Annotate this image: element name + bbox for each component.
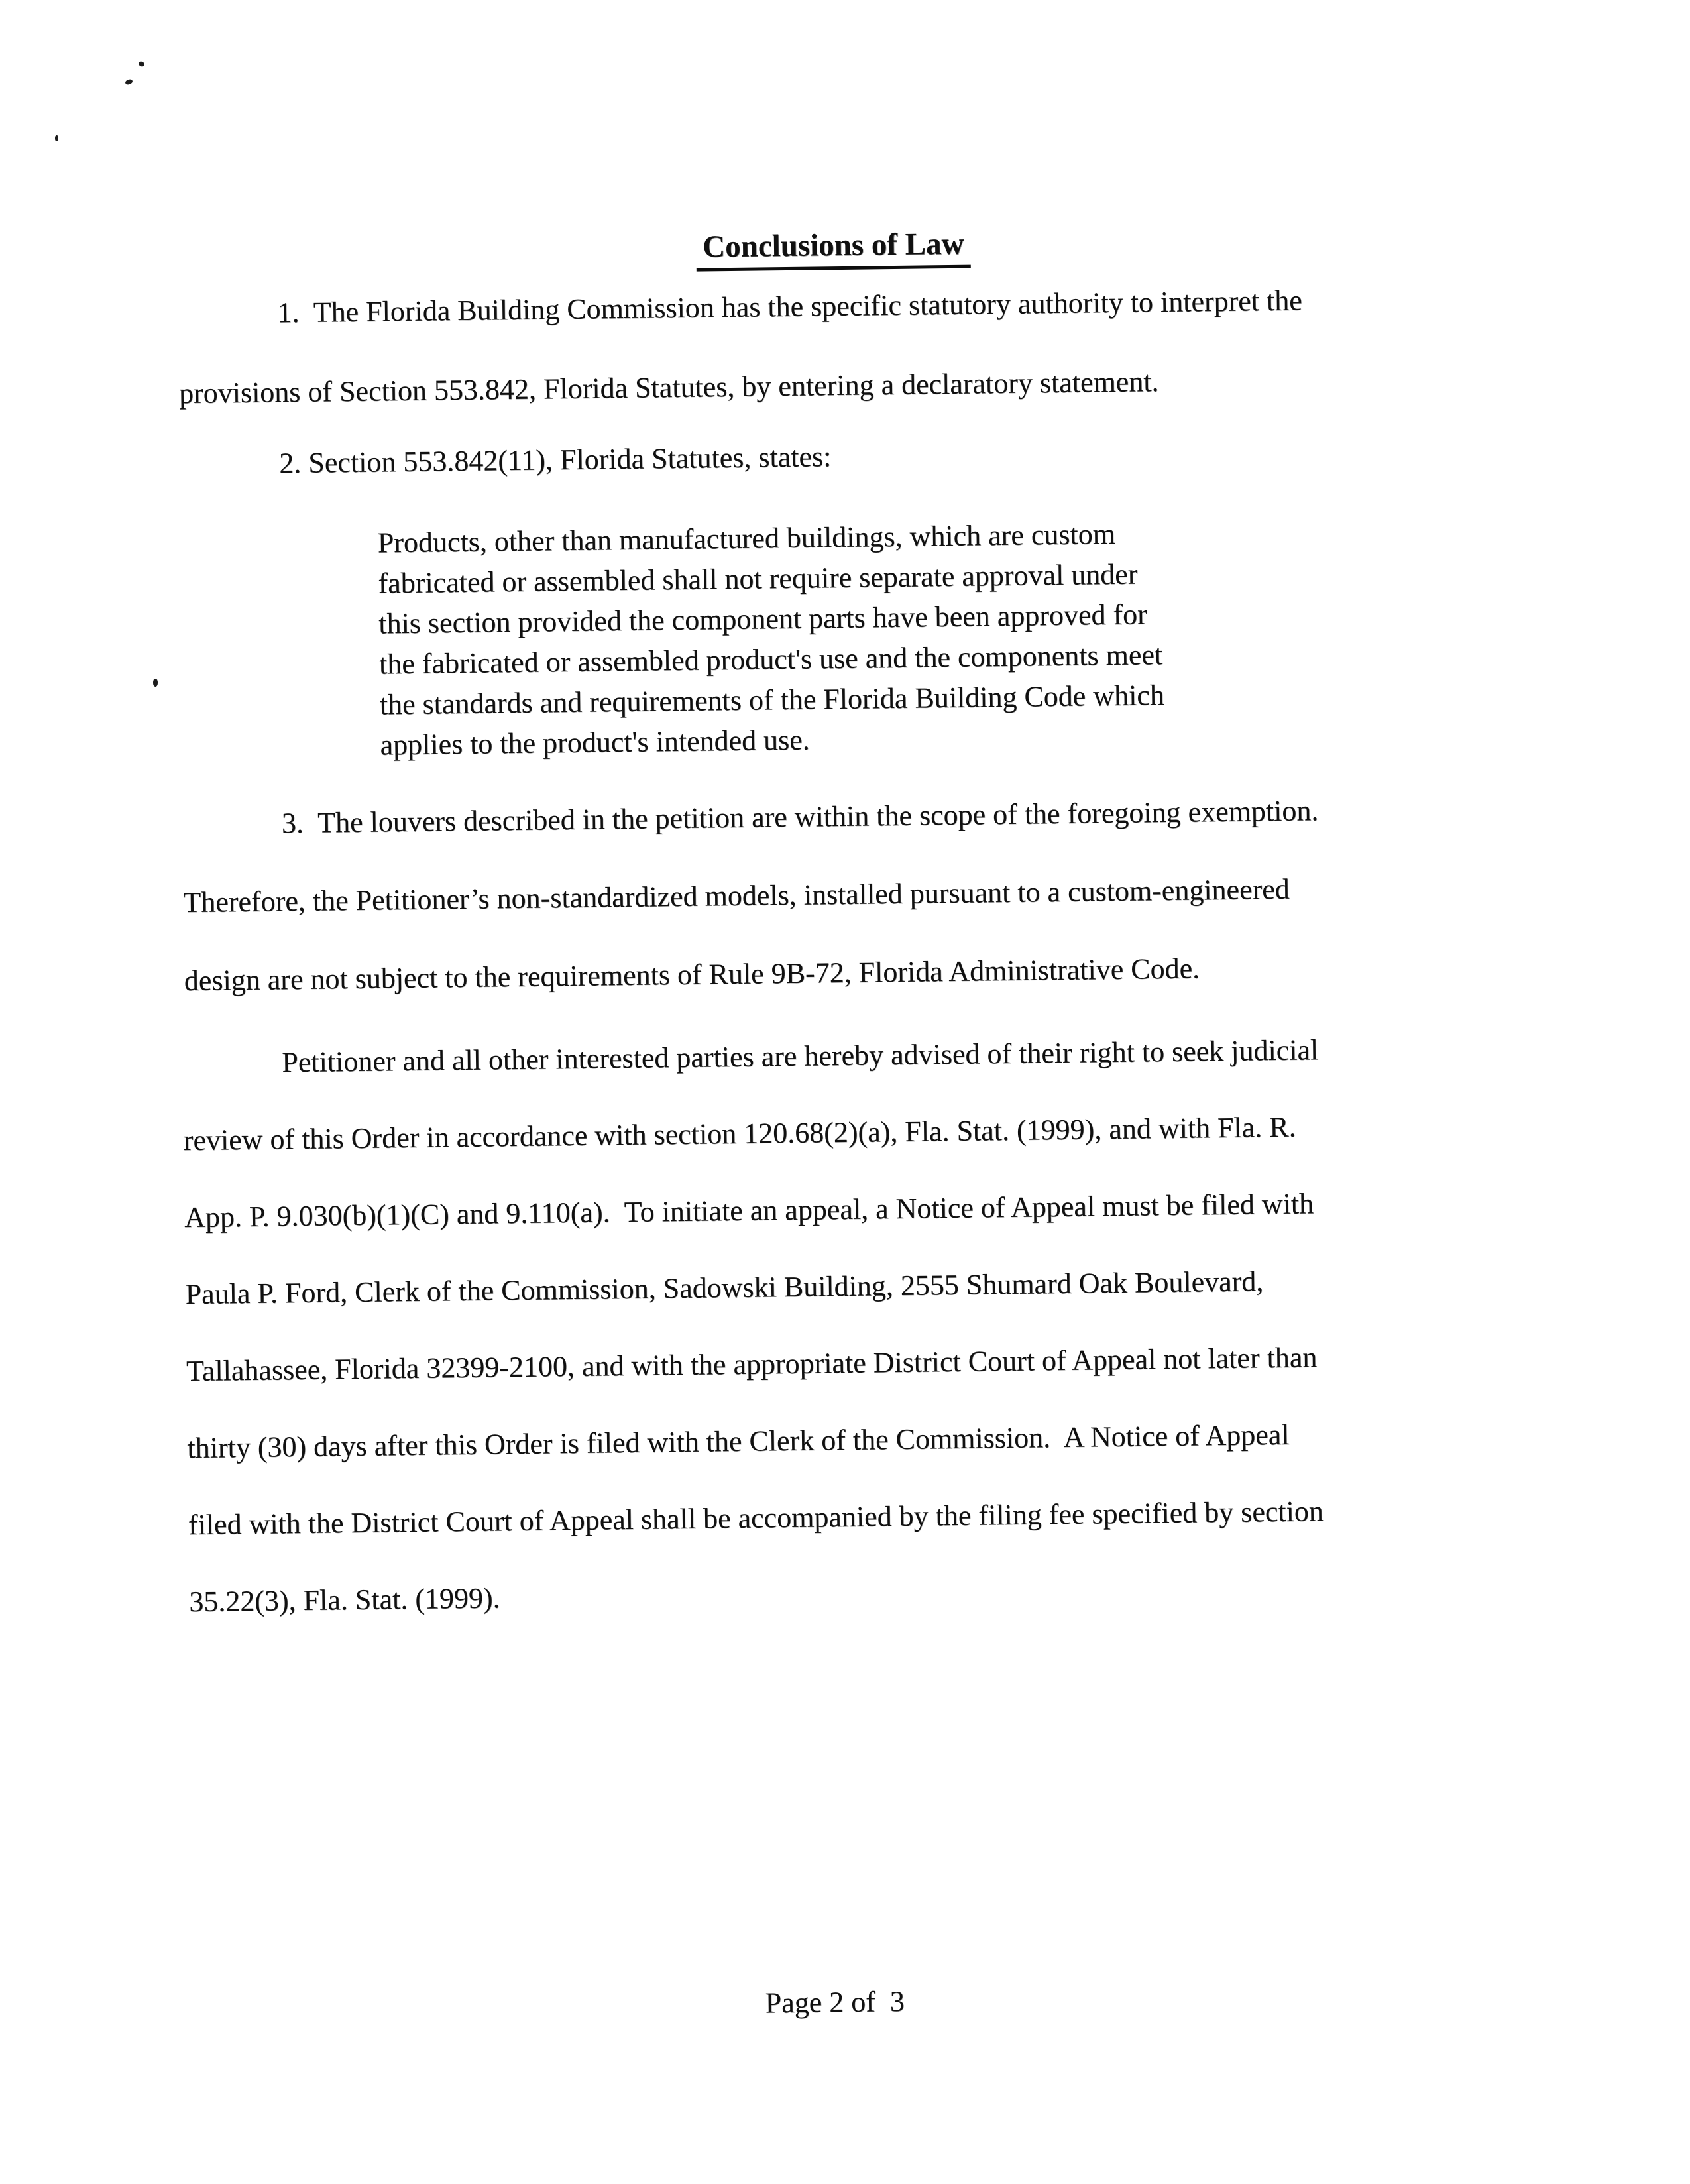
text-line: thirty (30) days after this Order is filed with the Clerk of the Commission. A Notice of Appeal: [187, 1418, 1290, 1465]
text-line: provisions of Section 553.842, Florida Statutes, by entering a declaratory statement.: [178, 365, 1159, 410]
block-quote: [377, 513, 1164, 765]
text-line: this section provided the component parts have been approved for: [378, 598, 1148, 640]
text-line: the fabricated or assembled product's use and the components meet: [378, 638, 1163, 681]
text-line: 1. The Florida Building Commission has the specific statutory authority to interpret the: [277, 284, 1303, 329]
text-line: Therefore, the Petitioner’s non-standardized models, installed pursuant to a custom-engineered: [183, 872, 1290, 919]
text-line: 35.22(3), Fla. Stat. (1999).: [189, 1581, 500, 1619]
text-line: design are not subject to the requirements of Rule 9B-72, Florida Administrative Code.: [184, 952, 1200, 998]
text-line: Tallahassee, Florida 32399-2100, and with the appropriate District Court of Appeal not later than: [186, 1341, 1318, 1388]
text-line: Paula P. Ford, Clerk of the Commission, Sadowski Building, 2555 Shumard Oak Boulevard,: [185, 1265, 1264, 1311]
paragraph-1: [178, 260, 1304, 433]
text-line: applies to the product's intended use.: [380, 723, 811, 762]
text-line: filed with the District Court of Appeal shall be accompanied by the filing fee specified by section: [188, 1495, 1324, 1542]
text-line: review of this Order in accordance with section 120.68(2)(a), Fla. Stat. (1999), and with Fla. R.: [183, 1110, 1296, 1157]
text-line: Petitioner and all other interested parties are hereby advised of their right to seek judicial: [282, 1033, 1319, 1079]
document-title: Conclusions of Law: [696, 228, 971, 272]
text-line: 3. The louvers described in the petition are within the scope of the foregoing exemption.: [281, 794, 1319, 840]
text-line: fabricated or assembled shall not require separate approval under: [378, 557, 1138, 600]
text-line: the standards and requirements of the Florida Building Code which: [379, 679, 1165, 721]
paragraph-2: [180, 418, 832, 503]
text-line: 2. Section 553.842(11), Florida Statutes, states:: [279, 440, 832, 480]
paragraph-3: [182, 772, 1321, 1020]
text-line: Products, other than manufactured buildings, which are custom: [377, 517, 1116, 559]
page-number: Page 2 of 3: [765, 1984, 905, 2020]
text-line: App. P. 9.030(b)(1)(C) and 9.110(a). To initiate an appeal, a Notice of Appeal must be filed with: [184, 1187, 1314, 1234]
paragraph-4: [182, 1011, 1325, 1640]
